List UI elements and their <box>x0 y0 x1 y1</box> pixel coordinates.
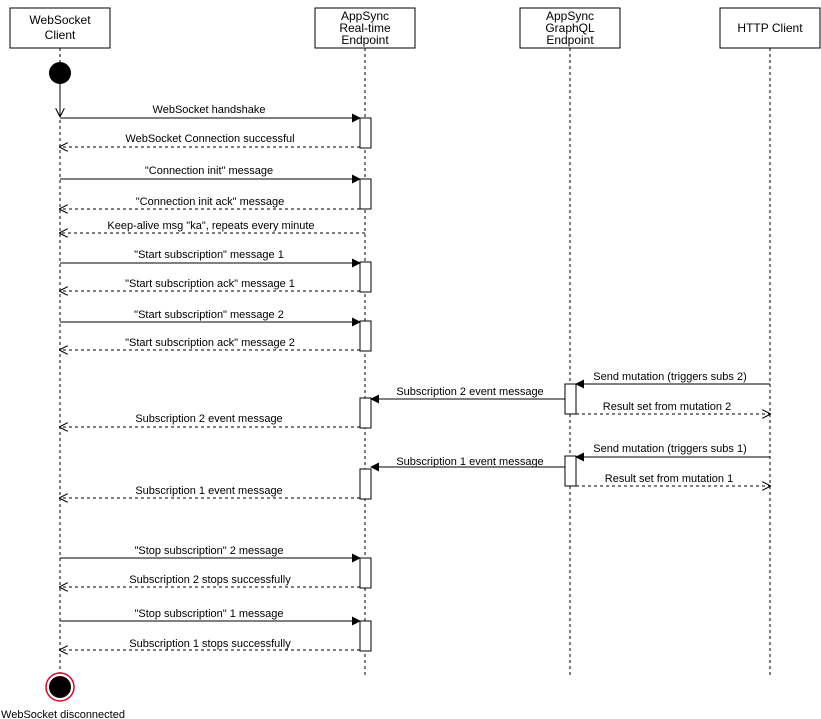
activation-bar <box>565 384 576 414</box>
message-label: "Connection init" message <box>144 165 274 177</box>
message-label: Subscription 2 event message <box>396 386 544 398</box>
message <box>60 545 360 558</box>
message <box>60 104 360 118</box>
activation-bar <box>565 456 576 486</box>
message <box>576 473 770 486</box>
participant-label-line: Real-time <box>339 21 391 35</box>
activation-bar <box>360 398 371 428</box>
participant-label-line: Client <box>44 28 76 42</box>
message-label: "Stop subscription" 2 message <box>134 545 284 557</box>
activation-bar <box>360 558 371 588</box>
message-label: Subscription 1 event message <box>396 456 544 468</box>
message-label: Result set from mutation 1 <box>604 473 734 485</box>
message-label: WebSocket Connection successful <box>125 133 295 145</box>
message <box>60 638 360 650</box>
activations <box>360 118 576 651</box>
participant-label-line: AppSync <box>545 9 595 23</box>
message <box>60 574 360 587</box>
message-label: "Start subscription" message 2 <box>134 309 284 321</box>
message-label: Result set from mutation 2 <box>602 401 732 413</box>
message <box>60 133 360 147</box>
activation-bar <box>360 621 371 651</box>
message <box>60 413 360 427</box>
start-node <box>49 62 71 84</box>
message <box>60 485 360 498</box>
message <box>60 278 360 291</box>
participant-http-client <box>720 8 820 48</box>
activation-bar <box>360 179 371 209</box>
message <box>60 196 360 209</box>
participant-label-line: GraphQL <box>545 21 595 35</box>
message <box>576 401 770 414</box>
message <box>371 456 565 468</box>
end-label: WebSocket disconnected <box>1 709 125 719</box>
message-label: WebSocket handshake <box>152 104 266 116</box>
activation-bar <box>360 321 371 351</box>
message-label: Subscription 1 stops successfully <box>129 638 291 650</box>
message <box>60 165 360 179</box>
participant-graphql-endpoint <box>520 8 620 48</box>
message <box>60 249 360 263</box>
message <box>60 337 360 350</box>
participant-label-line: AppSync <box>340 9 390 23</box>
participant-realtime-endpoint <box>315 8 415 48</box>
message-label: Send mutation (triggers subs 1) <box>593 443 747 455</box>
message-label: "Connection init ack" message <box>135 196 285 208</box>
message <box>576 443 770 457</box>
participant-label-line: Endpoint <box>546 33 594 47</box>
participant-label-line: WebSocket <box>29 13 91 27</box>
participant-websocket-client <box>10 8 110 48</box>
message <box>60 220 365 233</box>
message <box>576 371 770 384</box>
message-label: "Start subscription ack" message 1 <box>125 278 295 290</box>
message-label: Subscription 2 event message <box>135 413 283 425</box>
message <box>60 309 360 322</box>
message-label: Keep-alive msg "ka", repeats every minute <box>107 220 315 232</box>
message-label: Subscription 2 stops successfully <box>129 574 291 586</box>
message-label: Send mutation (triggers subs 2) <box>593 371 747 383</box>
activation-bar <box>360 469 371 499</box>
message <box>60 608 360 621</box>
message-label: "Start subscription ack" message 2 <box>125 337 295 349</box>
activation-bar <box>360 262 371 292</box>
message-label: "Stop subscription" 1 message <box>134 608 284 620</box>
end-node <box>46 673 74 701</box>
participant-label-line: Endpoint <box>341 33 389 47</box>
message <box>371 386 565 399</box>
message-label: "Start subscription" message 1 <box>134 249 284 261</box>
activation-bar <box>360 118 371 148</box>
message-label: Subscription 1 event message <box>135 485 283 497</box>
participant-label-line: HTTP Client <box>737 21 803 35</box>
